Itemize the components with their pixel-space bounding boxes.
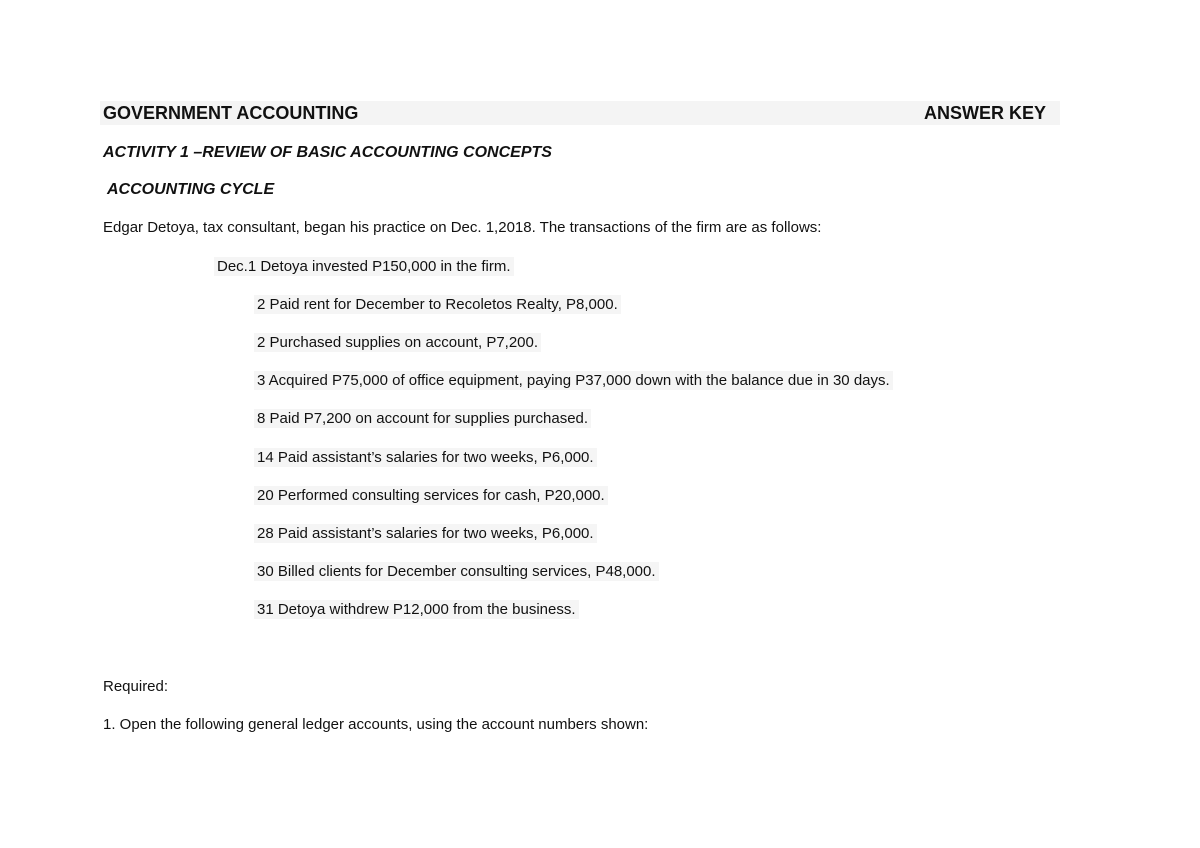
transaction-item: 28 Paid assistant’s salaries for two weeks, P6,000.	[254, 524, 597, 543]
intro-paragraph: Edgar Detoya, tax consultant, began his practice on Dec. 1,2018. The transactions of the firm are as follows:	[103, 219, 822, 236]
section-heading: ACCOUNTING CYCLE	[107, 181, 275, 198]
transaction-item: 8 Paid P7,200 on account for supplies purchased.	[254, 409, 591, 428]
transaction-item: 30 Billed clients for December consulting services, P48,000.	[254, 562, 659, 581]
transaction-item: Dec.1 Detoya invested P150,000 in the firm.	[214, 257, 514, 276]
transaction-item: 14 Paid assistant’s salaries for two weeks, P6,000.	[254, 448, 597, 467]
transaction-item: 2 Purchased supplies on account, P7,200.	[254, 333, 541, 352]
transaction-item: 3 Acquired P75,000 of office equipment, paying P37,000 down with the balance due in 30 days.	[254, 371, 893, 390]
transaction-item: 31 Detoya withdrew P12,000 from the business.	[254, 600, 579, 619]
required-label: Required:	[103, 678, 169, 695]
page-title: GOVERNMENT ACCOUNTING	[103, 103, 359, 123]
transaction-item: 20 Performed consulting services for cash, P20,000.	[254, 486, 608, 505]
answer-key-label: ANSWER KEY	[924, 103, 1047, 123]
transaction-item: 2 Paid rent for December to Recoletos Realty, P8,000.	[254, 295, 621, 314]
activity-heading: ACTIVITY 1 –REVIEW OF BASIC ACCOUNTING CONCEPTS	[103, 144, 552, 161]
instruction-item: 1. Open the following general ledger accounts, using the account numbers shown:	[103, 716, 649, 733]
